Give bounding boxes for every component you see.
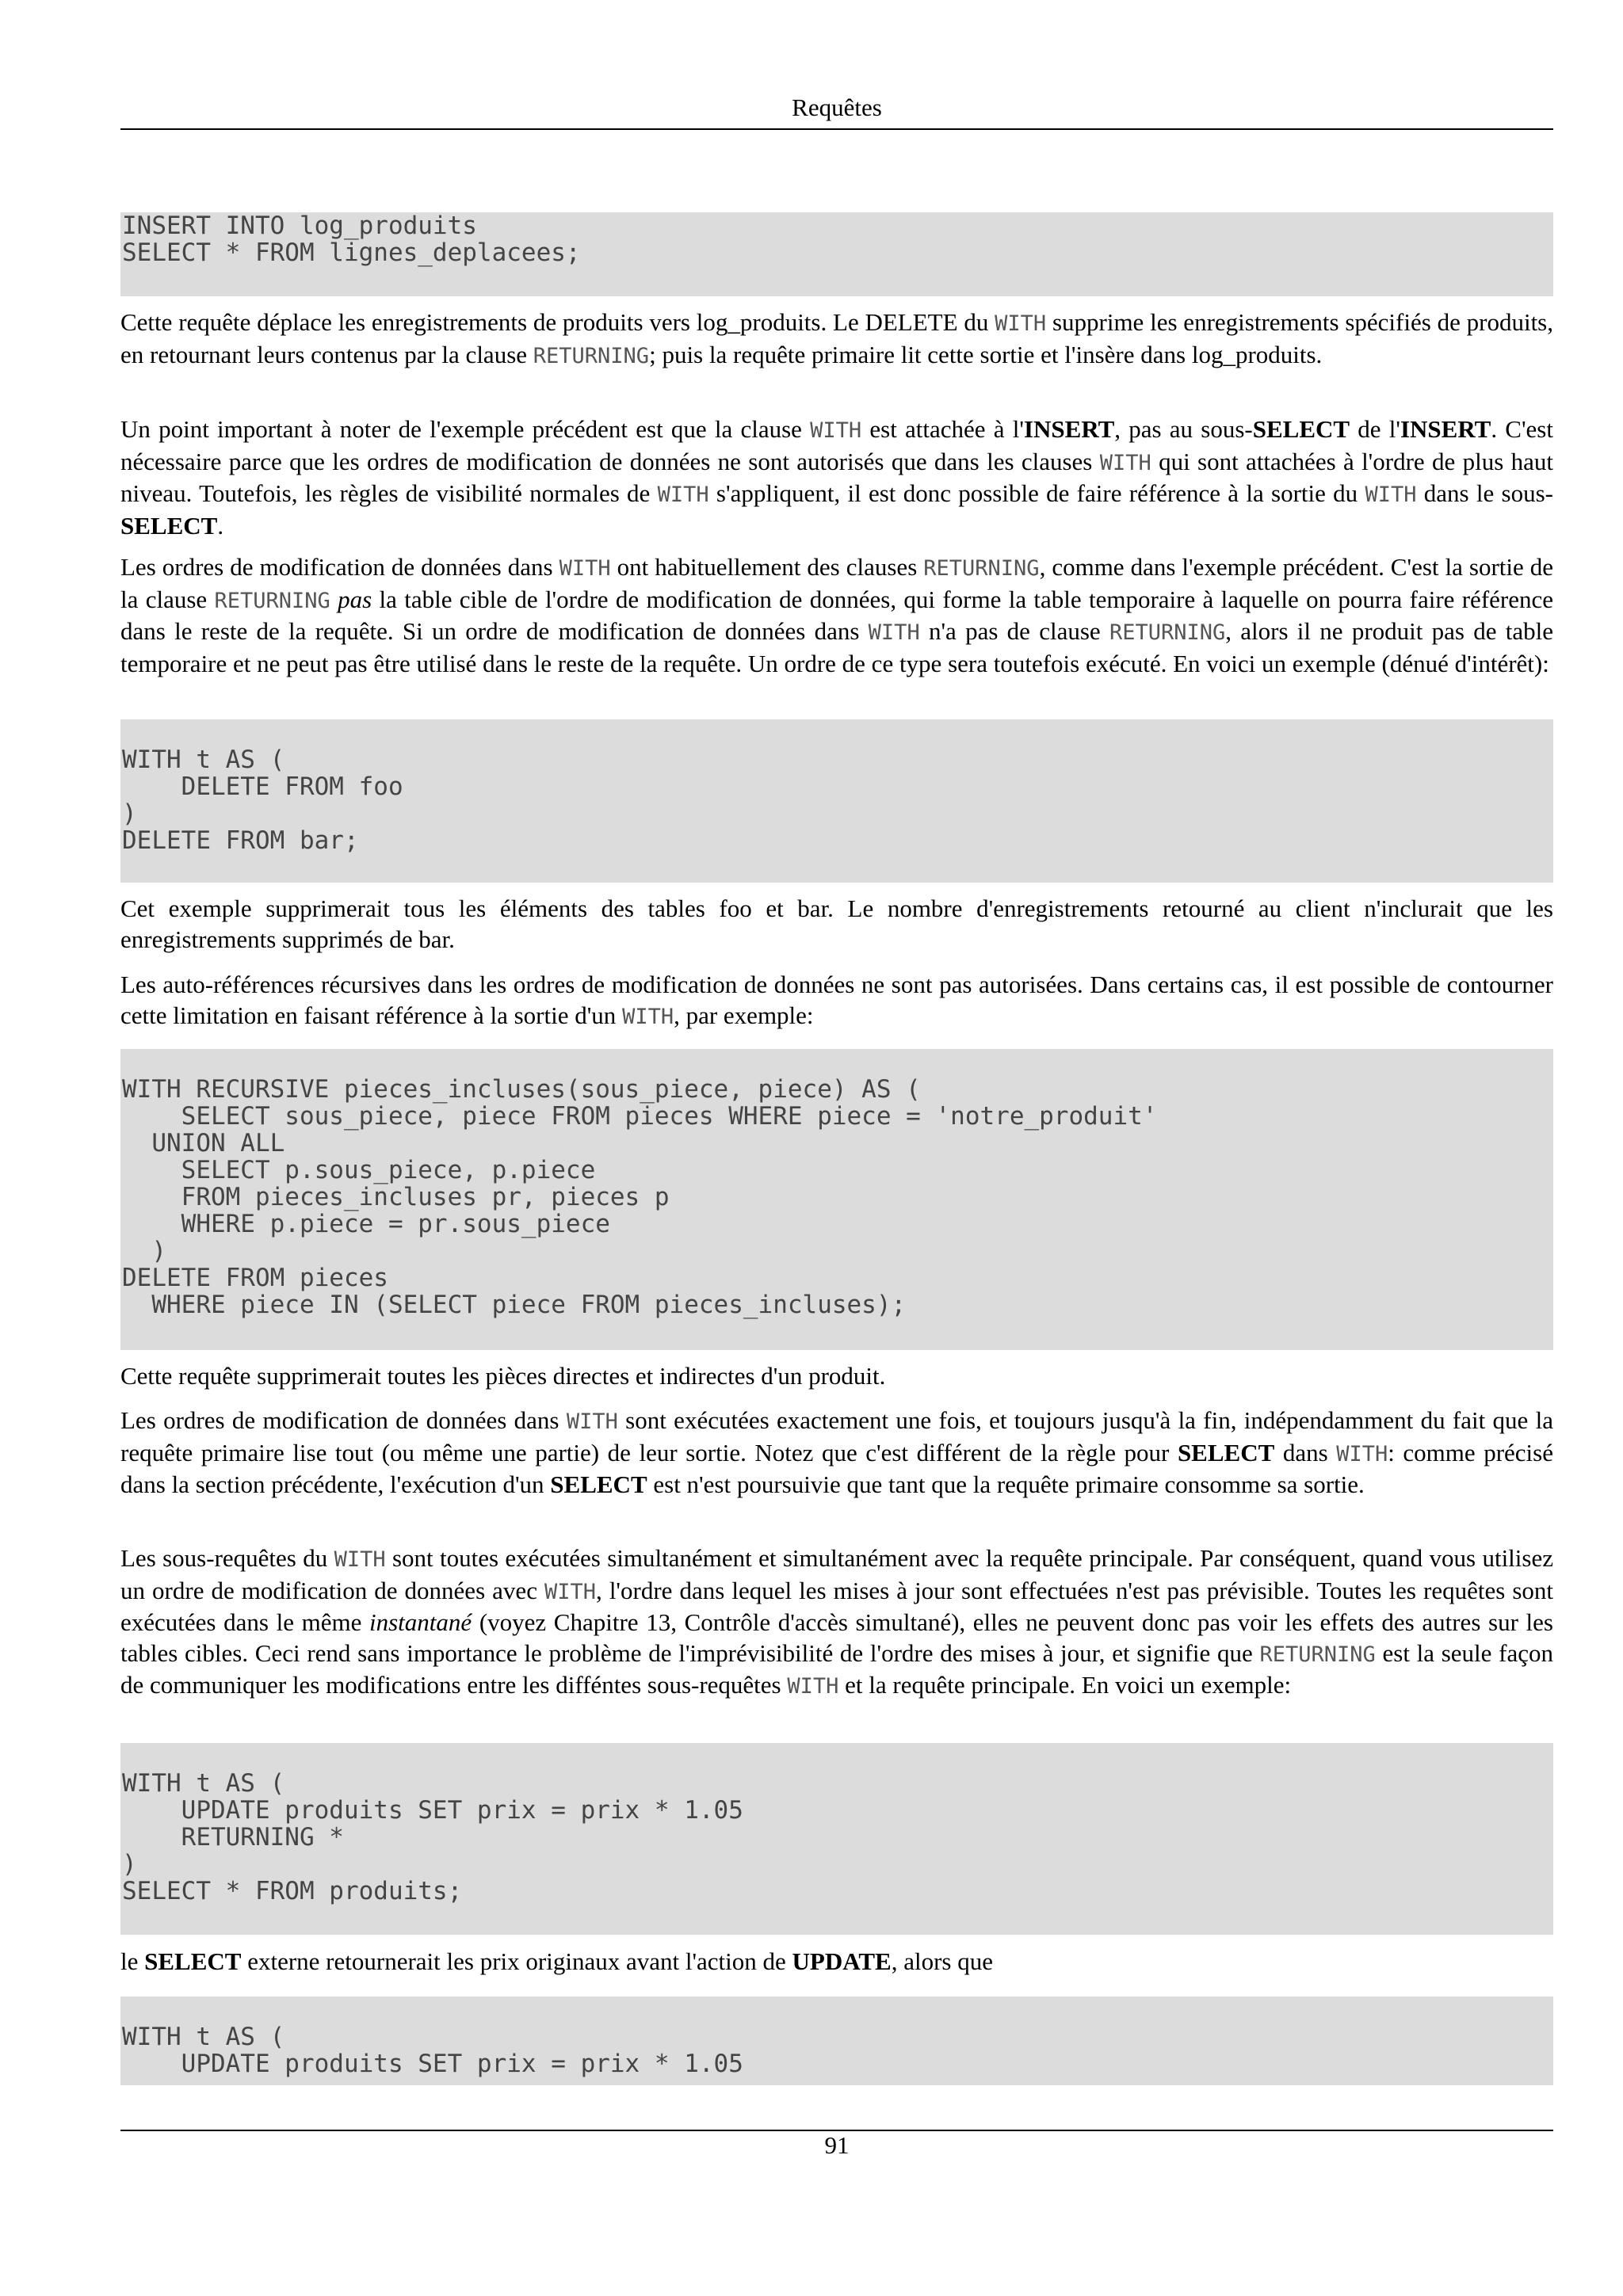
page-number: 91 [824, 2131, 850, 2159]
header-rule [120, 128, 1553, 130]
code-block-delete-example: WITH t AS ( DELETE FROM foo ) DELETE FROM bar; [120, 719, 1553, 883]
paragraph-6: Cette requête supprimerait toutes les pièces directes et indirectes d'un produit. [120, 1362, 886, 1390]
paragraph-9: le SELECT externe retournerait les prix originaux avant l'action de UPDATE, alors que [120, 1947, 993, 1975]
paragraph-1: Cette requête déplace les enregistrements de produits vers log_produits. Le DELETE du WITH supprime les enregistrements spécifiés de produits, en retournant leurs contenus par la clause RETURNING; puis la requête primaire lit cette sortie et l'insère dans log_produits. [120, 308, 1553, 368]
page-header-title: Requêtes [792, 93, 882, 121]
code-block-update-returning: WITH t AS ( UPDATE produits SET prix = prix * 1.05 RETURNING * ) SELECT * FROM produits; [120, 1743, 1553, 1935]
paragraph-7: Les ordres de modification de données dans WITH sont exécutées exactement une fois, et toujours jusqu'à la fin, indépendamment du fait que la requête primaire lise tout (ou même une partie) de leur sortie. Notez que c'est différent de la règle pour SELECT dans WITH: comme précisé dans la section précédente, l'exécution d'un SELECT est n'est poursuivie que tant que la requête primaire consomme sa sortie. [120, 1406, 1553, 1498]
paragraph-2: Un point important à noter de l'exemple précédent est que la clause WITH est attachée à l'INSERT, pas au sous-SELECT de l'INSERT. C'est nécessaire parce que les ordres de modification de données ne sont autorisés que dans les clauses WITH qui sont attachées à l'ordre de plus haut niveau. Toutefois, les règles de visibilité normales de WITH s'appliquent, il est donc possible de faire référence à la sortie du WITH dans le sous-SELECT. [120, 415, 1553, 540]
paragraph-8: Les sous-requêtes du WITH sont toutes exécutées simultanément et simultanément avec la requête principale. Par conséquent, quand vous utilisez un ordre de modification de données avec WITH, l'ordre dans lequel les mises à jour sont effectuées n'est pas prévisible. Toutes les requêtes sont exécutées dans le même instantané (voyez Chapitre 13, Contrôle d'accès simultané), elles ne peuvent donc pas voir les effets des autres sur les tables cibles. Ceci rend sans importance le problème de l'imprévisibilité de l'ordre des mises à jour, et signifie que RETURNING est la seule façon de communiquer les modifications entre les difféntes sous-requêtes WITH et la requête principale. En voici un exemple: [120, 1544, 1553, 1699]
code-block-recursive: WITH RECURSIVE pieces_incluses(sous_piece, piece) AS ( SELECT sous_piece, piece FROM pieces WHERE piece = 'notre_produit' UNION ALL SELECT p.sous_piece, p.piece FROM pieces_incluses pr, pieces p WHERE p.piece = pr.sous_piece ) DELETE FROM pieces WHERE piece IN (SELECT piece FROM pieces_incluses); [120, 1049, 1553, 1350]
paragraph-5: Les auto-références récursives dans les ordres de modification de données ne sont pas autorisées. Dans certains cas, il est possible de contourner cette limitation en faisant référence à la sortie d'un WITH, par exemple: [120, 971, 1553, 1029]
paragraph-4: Cet exemple supprimerait tous les éléments des tables foo et bar. Le nombre d'enregistrements retourné au client n'inclurait que les enregistrements supprimés de bar. [120, 894, 1553, 953]
paragraph-3: Les ordres de modification de données dans WITH ont habituellement des clauses RETURNING, comme dans l'exemple précédent. C'est la sortie de la clause RETURNING pas la table cible de l'ordre de modification de données, qui forme la table temporaire à laquelle on pourra faire référence dans le reste de la requête. Si un ordre de modification de données dans WITH n'a pas de clause RETURNING, alors il ne produit pas de table temporaire et ne peut pas être utilisé dans le reste de la requête. Un ordre de ce type sera toutefois exécuté. En voici un exemple (dénué d'intérêt): [120, 553, 1554, 677]
code-block-update-partial: WITH t AS ( UPDATE produits SET prix = prix * 1.05 [120, 1997, 1553, 2085]
code-block-insert: INSERT INTO log_produits SELECT * FROM lignes_deplacees; [120, 212, 1553, 296]
